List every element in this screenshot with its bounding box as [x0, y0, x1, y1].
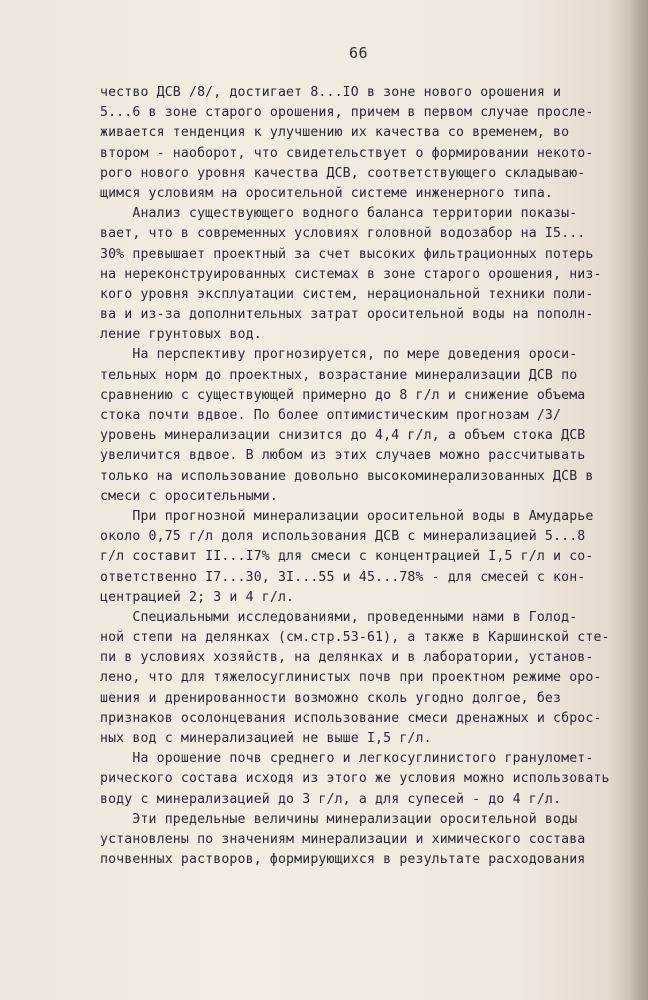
text-line: ва и из-за дополнительных затрат оросительной воды на пополн-: [100, 307, 594, 323]
text-line: На орошение почв среднего и легкосуглинистого грануломет-: [100, 751, 594, 767]
body-text: [100, 83, 620, 870]
text-line: шения и дренированности возможно сколь угодно долгое, без: [100, 690, 562, 706]
text-line: тельных норм до проектных, возрастание минерализации ДСВ по: [100, 367, 578, 383]
text-line: ных вод с минерализацией не выше I,5 г/л.: [100, 731, 432, 746]
text-line: стока почти вдвое. По более оптимистическим прогнозам /3/: [100, 408, 562, 423]
text-line: на нереконструированных системах в зоне старого орошения, низ-: [100, 266, 602, 282]
text-line: 30% превышает проектный за счет высоких фильтрационных потерь: [100, 246, 594, 262]
text-line: центрацией 2; 3 и 4 г/л.: [100, 589, 295, 605]
text-line: уровень минерализации снизится до 4,4 г/л, а объем стока ДСВ: [100, 428, 586, 444]
text-line: установлены по значениям минерализации и химического состава: [100, 831, 586, 847]
text-line: Эти предельные величины минерализации оросительной воды: [100, 811, 578, 827]
text-line: При прогнозной минерализации оросительной воды в Амударье: [100, 508, 594, 524]
text-line: щимся условиям на оросительной системе инженерного типа.: [100, 185, 554, 201]
text-line: лено, что для тяжелосуглинистых почв при проектном режиме оро-: [100, 670, 602, 686]
text-line: втором - наоборот, что свидетельствует о формировании некото-: [100, 145, 594, 161]
text-line: только на использование довольно высокоминерализованных ДСВ в: [100, 468, 594, 484]
text-line: пи в условиях хозяйств, на делянках и в лаборатории, установ-: [100, 650, 594, 666]
text-line: признаков осолонцевания использование смеси дренажных и сброс-: [100, 710, 602, 726]
text-line: рого нового уровня качества ДСВ, соответствующего складываю-: [100, 165, 586, 181]
text-line: ление грунтовых вод.: [100, 327, 262, 343]
text-line: смеси с оросительными.: [100, 488, 278, 504]
text-line: г/л составит II...I7% для смеси с концентрацией I,5 г/л и со-: [100, 549, 594, 565]
text-line: ответственно I7...30, 3I...55 и 45...78% - для смесей с кон-: [100, 569, 586, 585]
text-line: Анализ существующего водного баланса территории показы-: [100, 206, 578, 222]
text-line: воду с минерализацией до 3 г/л, а для супесей - до 4 г/л.: [100, 791, 562, 807]
text-line: Специальными исследованиями, проведенными нами в Голод-: [100, 609, 578, 625]
text-line: почвенных растворов, формирующихся в результате расходования: [100, 852, 586, 868]
text-line: 5...6 в зоне старого орошения, причем в первом случае просле-: [100, 105, 594, 121]
text-line: На перспективу прогнозируется, по мере доведения ороси-: [100, 347, 578, 363]
text-line: чество ДСВ /8/, достигает 8...IO в зоне нового орошения и: [100, 85, 562, 100]
text-line: рического состава исходя из этого же условия можно использовать: [100, 771, 610, 787]
text-line: увеличится вдвое. В любом из этих случаев можно рассчитывать: [100, 448, 586, 464]
text-line: кого уровня эксплуатации систем, нерациональной техники поли-: [100, 286, 594, 302]
text-line: вает, что в современных условиях головной водозабор на I5...: [100, 226, 586, 242]
page-number: 66: [349, 44, 369, 62]
text-line: ной степи на делянках (см.стр.53-61), а также в Каршинской сте-: [100, 630, 610, 646]
text-line: около 0,75 г/л доля использования ДСВ с минерализацией 5...8: [100, 529, 586, 545]
page-edge-shadow: [630, 0, 648, 1000]
text-line: живается тенденция к улучшению их качества со временем, во: [100, 125, 570, 141]
text-line: сравнению с существующей примерно до 8 г/л и снижение объема: [100, 387, 586, 403]
